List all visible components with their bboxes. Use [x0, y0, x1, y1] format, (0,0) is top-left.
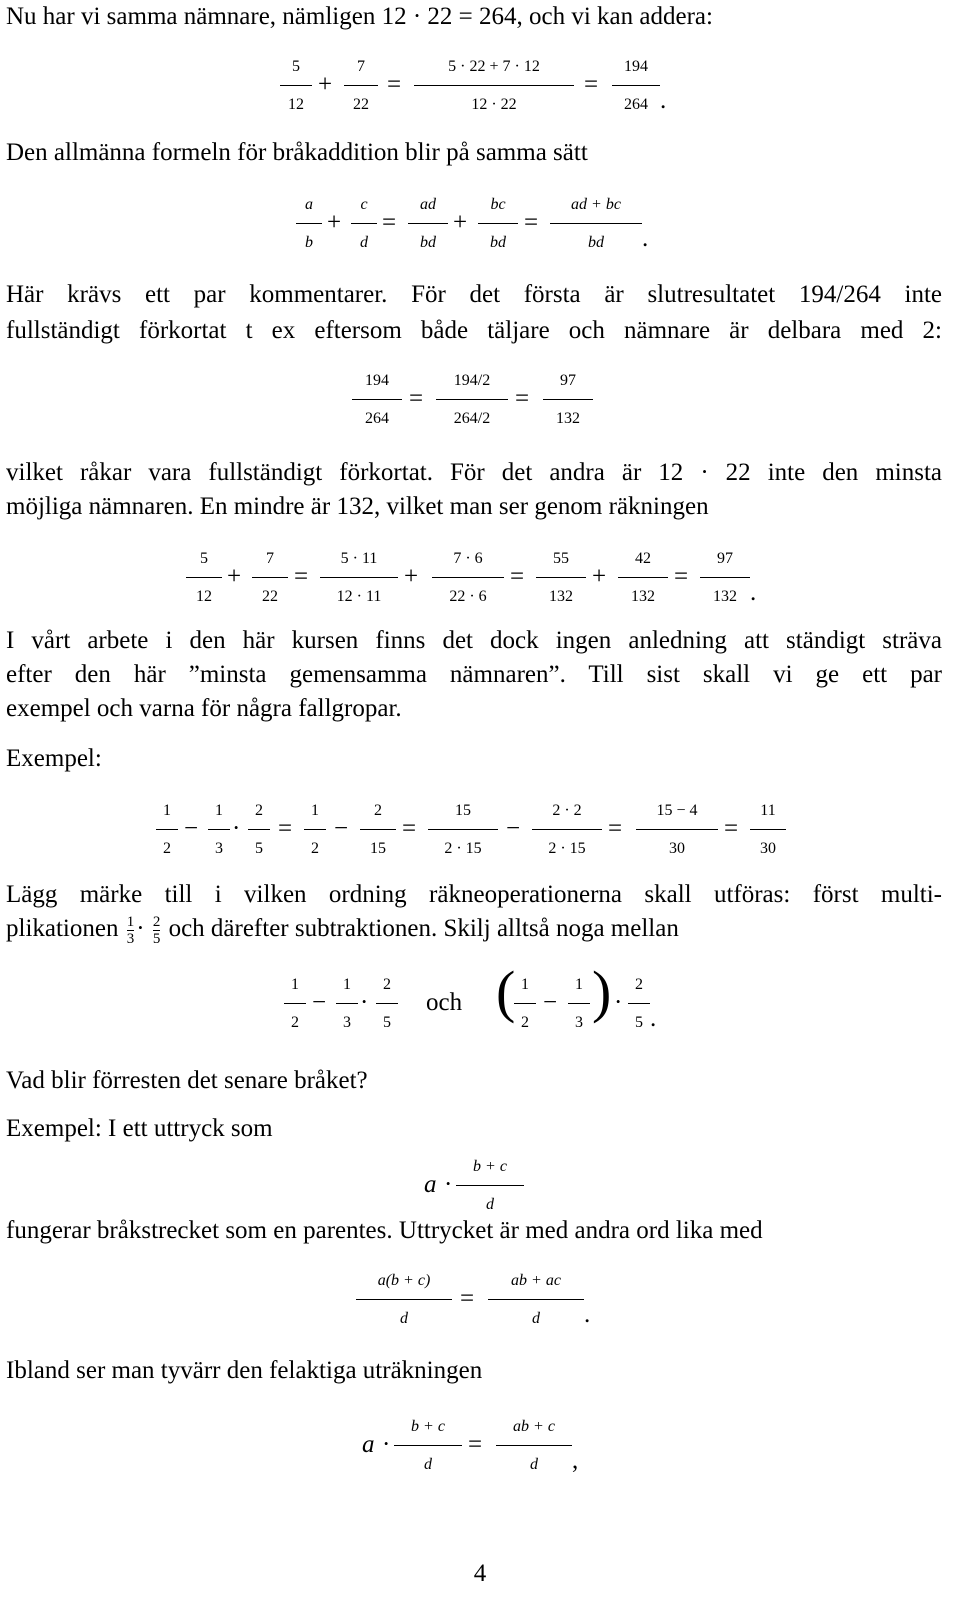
fraction: 5 12	[280, 52, 312, 120]
fraction: 1 2	[156, 796, 178, 864]
text-line: efter den här ”minsta gemensamma nämnaren”. Till sist skall vi ge ett par	[6, 661, 942, 688]
text-line: fungerar bråkstrecket som en parentes. Uttrycket är med andra ord lika med	[6, 1217, 763, 1244]
fraction: 15 2 · 15	[428, 796, 498, 864]
fraction: 2 5	[248, 796, 270, 864]
operator: =	[515, 385, 530, 412]
fraction: 7 22	[344, 52, 378, 120]
text-span: och därefter subtraktionen. Skilj alltså noga mellan	[168, 915, 679, 942]
operator: −	[312, 989, 327, 1016]
operator: +	[404, 563, 419, 590]
fraction: b + c d	[394, 1412, 462, 1480]
fraction: b + c d	[456, 1152, 524, 1220]
operator: =	[387, 71, 402, 98]
operator: ·	[444, 1171, 453, 1198]
operator: =	[460, 1285, 475, 1312]
fraction: 7 · 6 22 · 6	[432, 544, 504, 612]
fraction: 2 5	[628, 970, 650, 1038]
fraction: ab + ac d	[488, 1266, 584, 1334]
operator: =	[294, 563, 309, 590]
fraction: ad + bc bd	[550, 190, 642, 258]
text-line: Den allmänna formeln för bråkaddition blir på samma sätt	[6, 139, 588, 166]
operator: −	[334, 815, 349, 842]
fraction: 1 2	[514, 970, 536, 1038]
punctuation: .	[660, 87, 667, 114]
punctuation: ,	[572, 1447, 579, 1474]
fraction: 5 · 22 + 7 · 12 12 · 22	[414, 52, 574, 120]
operator: −	[506, 815, 521, 842]
fraction: 5 · 11 12 · 11	[320, 544, 398, 612]
text-line: Här krävs ett par kommentarer. För det första är slutresultatet 194/264 inte	[6, 281, 942, 308]
text-line: möjliga nämnaren. En mindre är 132, vilket man ser genom räkningen	[6, 493, 709, 520]
text-span: plikationen	[6, 915, 119, 942]
text-line: Vad blir förresten det senare bråket?	[6, 1067, 368, 1094]
operator: =	[674, 563, 689, 590]
fraction: bc bd	[478, 190, 518, 258]
example-label: Exempel:	[6, 745, 102, 772]
operator: =	[510, 563, 525, 590]
punctuation: .	[642, 225, 649, 252]
fraction: 1 2	[284, 970, 306, 1038]
example-label: Exempel: I ett uttryck som	[6, 1115, 273, 1142]
fraction: ad bd	[408, 190, 448, 258]
operator: ·	[232, 815, 241, 842]
text-line: exempel och varna för några fallgropar.	[6, 695, 402, 722]
fraction: 2 · 2 2 · 15	[532, 796, 602, 864]
operator: =	[524, 209, 539, 236]
operator: =	[584, 71, 599, 98]
operator: =	[382, 209, 397, 236]
text-line: fullständigt förkortat t ex eftersom både täljare och nämnare är delbara med 2:	[6, 317, 942, 344]
text-line: Ibland ser man tyvärr den felaktiga uträkningen	[6, 1357, 483, 1384]
fraction: 194/2 264/2	[436, 366, 508, 434]
fraction: 55 132	[536, 544, 586, 612]
operator: +	[592, 563, 607, 590]
operator: ·	[382, 1431, 391, 1458]
fraction: 97 132	[543, 366, 593, 434]
text-line: plikationen $\frac{1}{3}$ · $\frac{2}{5}$ och därefter subtraktionen. Skilj alltså noga mellan	[6, 913, 679, 947]
fraction: 42 132	[618, 544, 668, 612]
fraction: 1 3	[568, 970, 590, 1038]
operator: =	[402, 815, 417, 842]
operator: +	[453, 209, 468, 236]
variable: a	[362, 1431, 375, 1458]
punctuation: .	[650, 1005, 657, 1032]
fraction: 11 30	[750, 796, 786, 864]
inline-fraction: $\frac{2}{5}$	[152, 913, 161, 947]
fraction: c d	[351, 190, 377, 258]
fraction: 2 15	[360, 796, 396, 864]
operator: ·	[360, 989, 369, 1016]
inline-fraction: $\frac{1}{3}$	[126, 913, 135, 947]
fraction: 1 2	[304, 796, 326, 864]
page-number: 4	[473, 1560, 487, 1587]
fraction: 1 3	[336, 970, 358, 1038]
fraction: 1 3	[208, 796, 230, 864]
operator: ·	[614, 989, 623, 1016]
fraction: 5 12	[186, 544, 222, 612]
fraction: a(b + c) d	[356, 1266, 452, 1334]
right-parenthesis: )	[592, 959, 612, 1024]
fraction: 194 264	[352, 366, 402, 434]
fraction: ab + c d	[496, 1412, 572, 1480]
text-line: Lägg märke till i vilken ordning räkneoperationerna skall utföras: först multi-	[6, 881, 942, 908]
operator: −	[184, 815, 199, 842]
operator: −	[543, 989, 558, 1016]
punctuation: .	[750, 579, 757, 606]
fraction: 194 264	[612, 52, 660, 120]
fraction: 97 132	[700, 544, 750, 612]
fraction: 7 22	[252, 544, 288, 612]
text-line: vilket råkar vara fullständigt förkortat. För det andra är 12 · 22 inte den minsta	[6, 459, 942, 486]
operator: =	[278, 815, 293, 842]
fraction: a b	[296, 190, 322, 258]
left-parenthesis: (	[496, 959, 516, 1024]
text-line: Nu har vi samma nämnare, nämligen 12 · 22 = 264, och vi kan addera:	[6, 3, 713, 30]
operator: +	[327, 209, 342, 236]
conjunction: och	[426, 989, 463, 1016]
text-line: I vårt arbete i den här kursen finns det dock ingen anledning att ständigt sträva	[6, 627, 942, 654]
variable: a	[424, 1171, 437, 1198]
operator: +	[318, 71, 333, 98]
punctuation: .	[584, 1301, 591, 1328]
operator: =	[409, 385, 424, 412]
operator: =	[468, 1431, 483, 1458]
operator: =	[608, 815, 623, 842]
operator: =	[724, 815, 739, 842]
operator: +	[227, 563, 242, 590]
fraction: 15 − 4 30	[636, 796, 718, 864]
fraction: 2 5	[376, 970, 398, 1038]
